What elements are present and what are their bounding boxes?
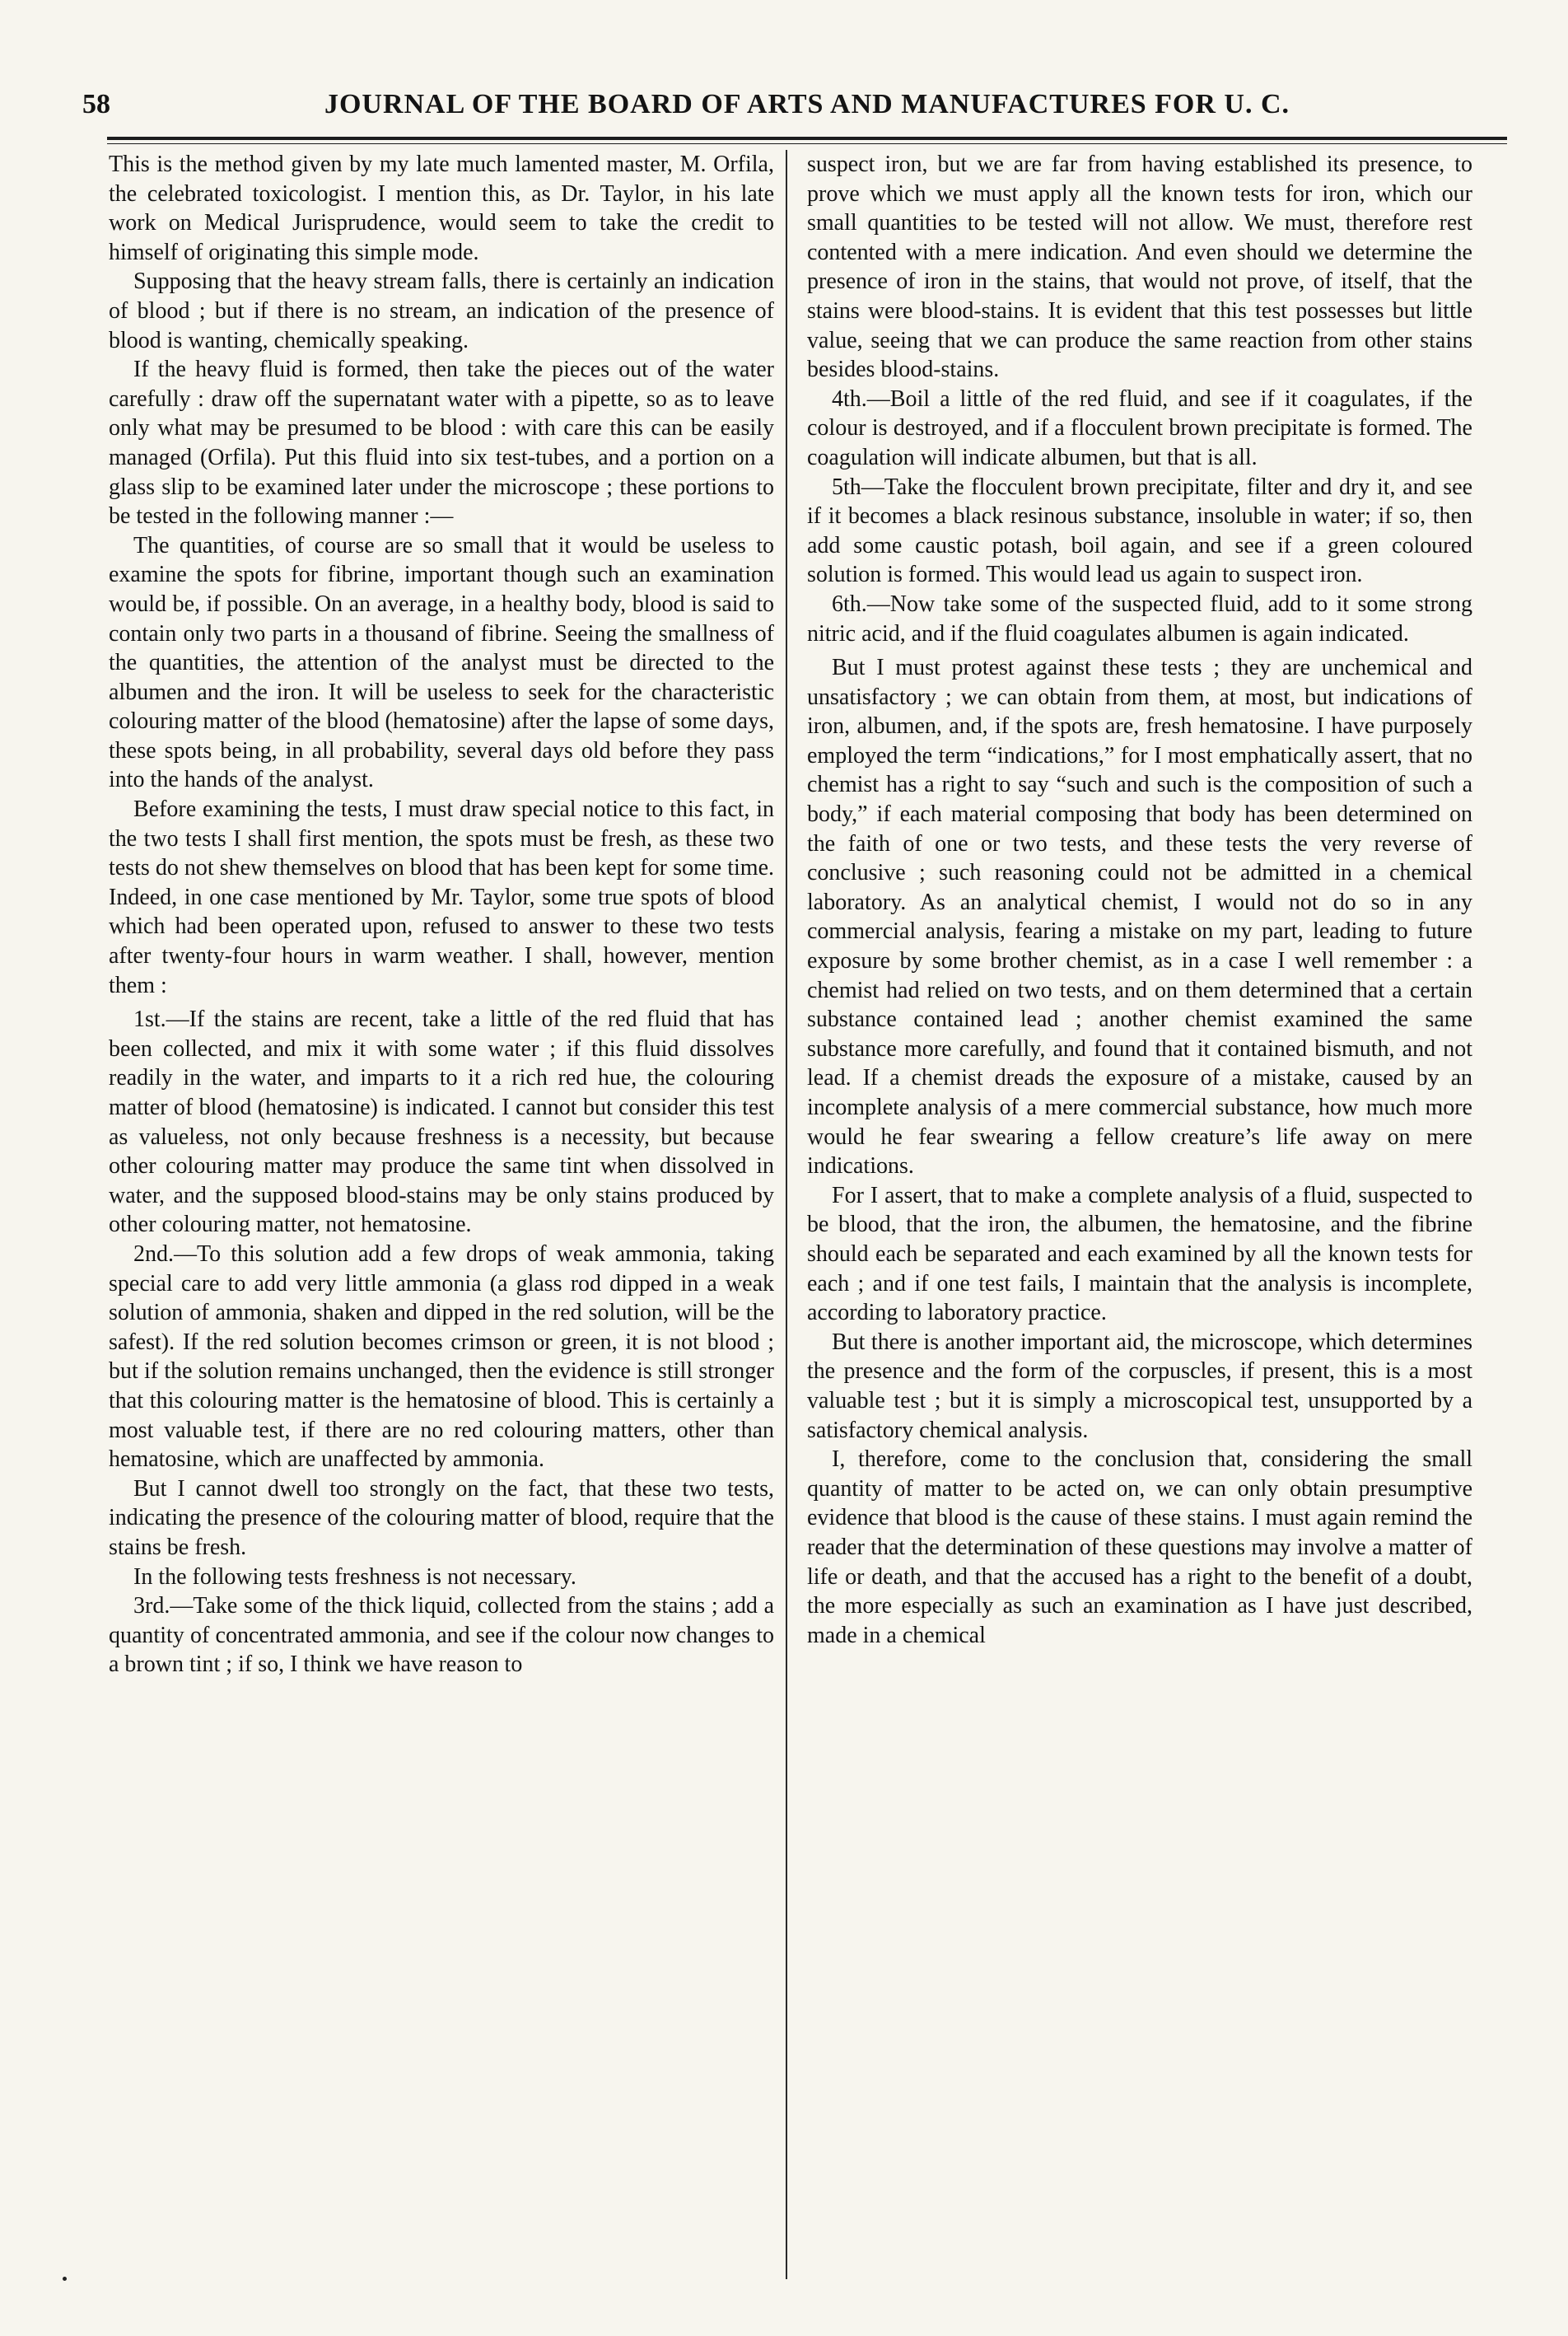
paragraph: But I must protest against these tests ; they are unchemical and unsatisfactory ; we can obtain from them, at most, but indications of iron, albumen, and, if the spots are, fresh hematosine. I have purposely employed the term “indications,” for I most emphatically assert, that no chemist has a right to say “such and such is the composition of such a body,” if each material composing that body has been determined on the faith of one or two tests, and these tests the very reverse of conclusive ; such reasoning could not be admitted in a chemical laboratory. As an analytical chemist, I would not do so in any commercial analysis, fearing a mistake on my part, leading to future exposure by some brother chemist, as in a case I well remember : a chemist had relied on two tests, and on them determined that a certain substance contained lead ; another chemist examined the same substance more carefully, and found that it contained bismuth, and not lead. If a chemist dreads the exposure of a mistake, caused by an incomplete analysis of a mere commercial substance, how much more would he fear swearing a fellow creature’s life away on mere indications. (807, 655, 1472, 1180)
left-column (109, 150, 774, 2283)
paragraph: 4th.—Boil a little of the red fluid, and see if it coagulates, if the colour is destroyed, and if a flocculent brown precipitate is formed. The coagulation will indicate albumen, but that is all. (807, 385, 1472, 470)
paragraph: 5th—Take the flocculent brown precipitate, filter and dry it, and see if it becomes a black resinous substance, insoluble in water; if so, then add some caustic potash, boil again, and see if a green coloured solution is formed. This would lead us again to suspect iron. (807, 474, 1472, 588)
paragraph: 1st.—If the stains are recent, take a little of the red fluid that has been collected, and mix it with some water ; if this fluid dissolves readily in the water, and imparts to it a rich red hue, the colouring matter of blood (hematosine) is indicated. I cannot but consider this test as valueless, not only because freshness is a necessity, but because other colouring matter may produce the same tint when dissolved in water, and the supposed blood-stains may be only stains produced by other colouring matter, not hematosine. (109, 1007, 774, 1238)
paragraph: 6th.—Now take some of the suspected fluid, add to it some strong nitric acid, and if the fluid coagulates albumen is again indicated. (807, 591, 1472, 647)
paragraph: But I cannot dwell too strongly on the fact, that these two tests, indicating the presence of the colouring matter of blood, require that the stains be fresh. (109, 1475, 774, 1560)
header-rule-thick (107, 137, 1507, 140)
header-rule-thin (107, 143, 1507, 144)
paragraph: I, therefore, come to the conclusion that, considering the small quantity of matter to be acted on, we can only obtain presumptive evidence that blood is the cause of these stains. I must again remind the reader that the determination of these questions may involve a matter of life or death, and that the accused has a right to the benefit of a doubt, the more especially as such an examination as I have just described, made in a chemical (807, 1446, 1472, 1648)
page-number: 58 (82, 89, 110, 119)
paragraph: But there is another important aid, the microscope, which determines the presence and the form of the corpuscles, if present, this is a most valuable test ; but it is simply a microscopical test, unsupported by a satisfactory chemical analysis. (807, 1329, 1472, 1443)
paragraph: Before examining the tests, I must draw special notice to this fact, in the two tests I shall first mention, the spots must be fresh, as these two tests do not shew themselves on blood that has been kept for some time. Indeed, in one case mentioned by Mr. Taylor, some true spots of blood which had been operated upon, refused to answer to these two tests after twenty-four hours in warm weather. I shall, however, mention them : (109, 797, 774, 998)
column-divider (786, 150, 787, 2279)
ink-speck (63, 2277, 67, 2281)
paragraph: This is the method given by my late much lamented master, M. Orfila, the celebrated toxicologist. I mention this, as Dr. Taylor, in his late work on Medical Jurisprudence, would seem to take the credit to himself of originating this simple mode. (109, 152, 774, 265)
page-header (82, 89, 1532, 130)
paragraph: The quantities, of course are so small that it would be useless to examine the spots for fibrine, important though such an examination would be, if possible. On an average, in a healthy body, blood is said to contain only two parts in a thousand of fibrine. Seeing the smallness of the quantities, the attention of the analyst must be directed to the albumen and the iron. It will be useless to seek for the characteristic colouring matter of the blood (hematosine) after the lapse of some days, these spots being, in all probability, several days old before they pass into the hands of the analyst. (109, 532, 774, 793)
paragraph: For I assert, that to make a complete analysis of a fluid, suspected to be blood, that the iron, the albumen, the hematosine, and the fibrine should each be separated and each examined by all the known tests for each ; and if one test fails, I maintain that the analysis is incomplete, according to laboratory practice. (807, 1182, 1472, 1326)
paragraph: If the heavy fluid is formed, then take the pieces out of the water carefully : draw off the supernatant water with a pipette, so as to leave only what may be presumed to be blood : with care this can be easily managed (Orfila). Put this fluid into six test-tubes, and a portion on a glass slip to be examined later under the microscope ; these portions to be tested in the following manner :— (109, 357, 774, 530)
paragraph: suspect iron, but we are far from having established its presence, to prove which we must apply all the known tests for iron, which our small quantities to be tested will not allow. We must, therefore rest contented with a mere indication. And even should we determine the presence of iron in the stains, that would not prove, of itself, that the stains were blood-stains. It is evident that this test possesses but little value, seeing that we can produce the same reaction from other stains besides blood-stains. (807, 152, 1472, 383)
paragraph: Supposing that the heavy stream falls, there is certainly an indication of blood ; but if there is no stream, an indication of the presence of blood is wanting, chemically speaking. (109, 269, 774, 353)
right-column (807, 150, 1472, 2283)
paragraph: 2nd.—To this solution add a few drops of weak ammonia, taking special care to add very little ammonia (a glass rod dipped in a weak solution of ammonia, shaken and dipped in the red solution, will be the safest). If the red solution becomes crimson or green, it is not blood ; but if the solution remains unchanged, then the evidence is still stronger that this colouring matter is the hematosine of blood. This is certainly a most valuable test, if there are no red colouring matters, other than hematosine, which are unaffected by ammonia. (109, 1240, 774, 1473)
paragraph: 3rd.—Take some of the thick liquid, collected from the stains ; add a quantity of concentrated ammonia, and see if the colour now changes to a brown tint ; if so, I think we have reason to (109, 1593, 774, 1678)
paragraph: In the following tests freshness is not necessary. (133, 1563, 576, 1590)
running-head: JOURNAL OF THE BOARD OF ARTS AND MANUFACTURES FOR U. C. (324, 89, 1290, 119)
